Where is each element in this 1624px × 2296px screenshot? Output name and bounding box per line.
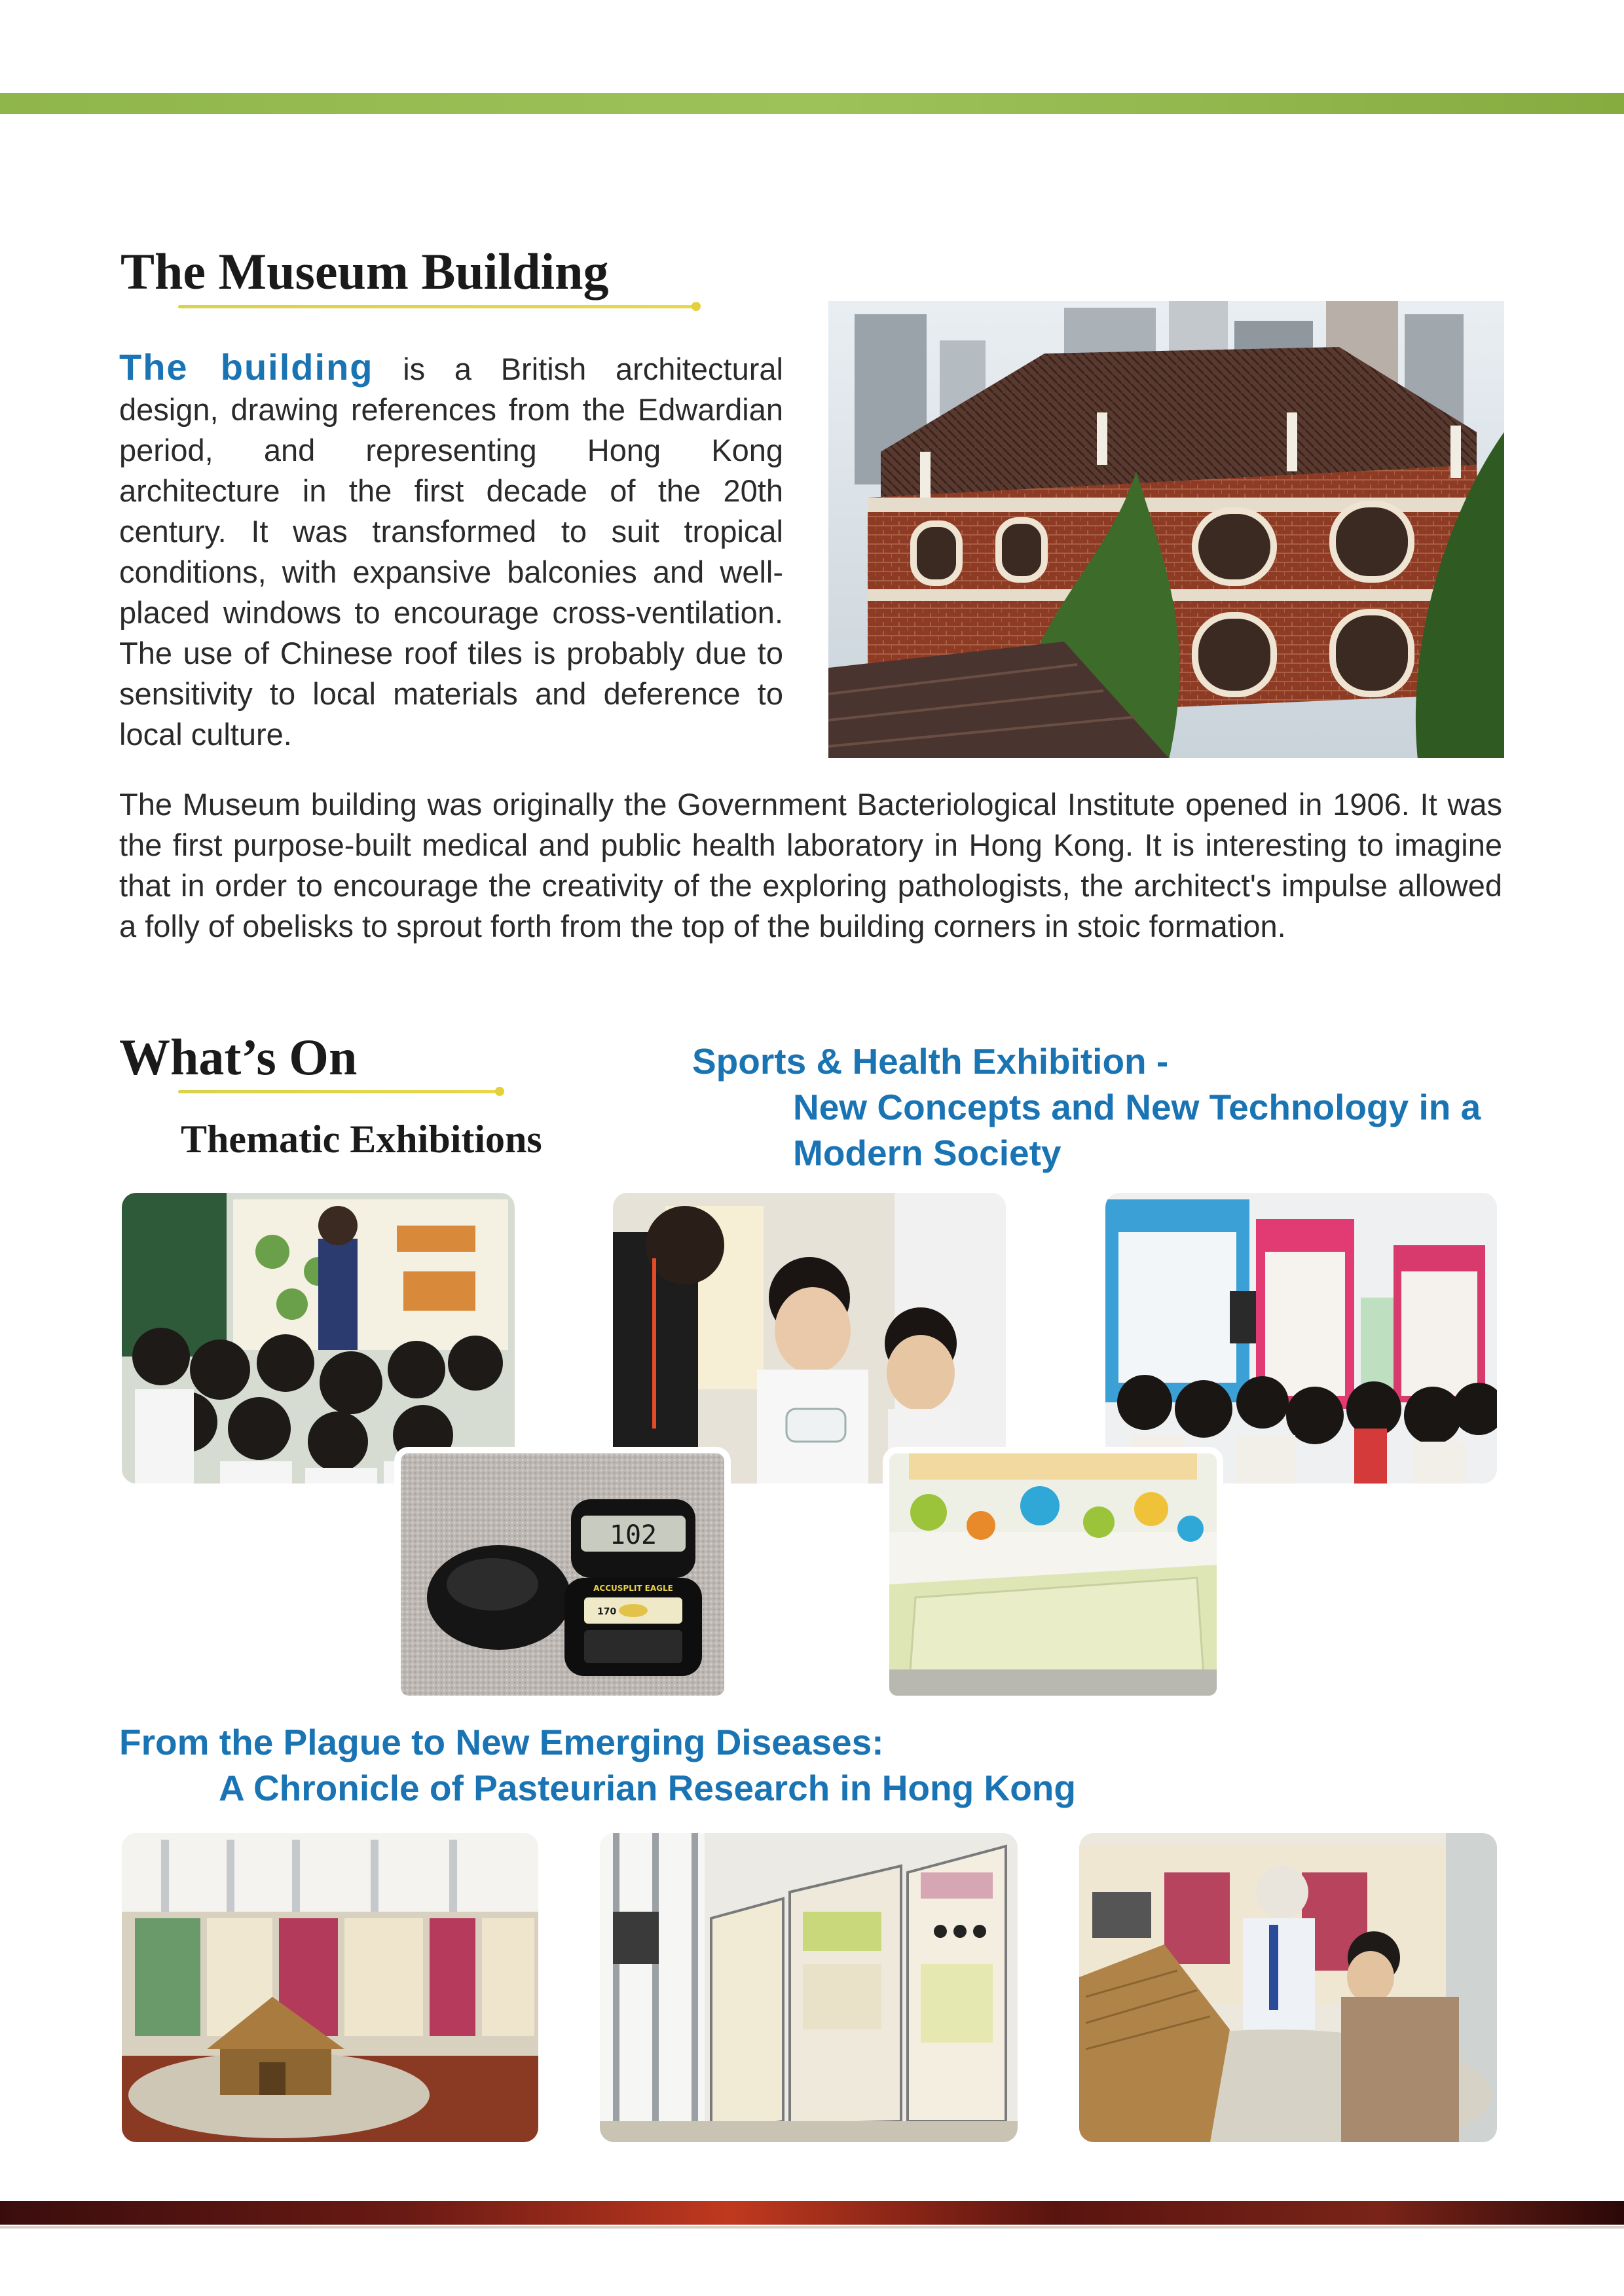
pedometer-count: 170 (597, 1607, 617, 1617)
museum-building-photo (828, 301, 1504, 758)
exhibition-children-photo (122, 1193, 515, 1484)
exhibition-booth-photo (1105, 1193, 1497, 1484)
plague-hut-model-photo (122, 1833, 538, 2142)
museum-building-heading: The Museum Building (120, 243, 609, 300)
whats-on-underline (178, 1090, 499, 1093)
balance-platform-photo (883, 1447, 1223, 1702)
building-paragraph-1-text: is a British architectural design, drawing references from the Edwardian period, and representing Hong Kong architecture in the first decade of the 20th century. It was transformed to suit tropical conditions, with expansive balconies and well-placed windows to encourage cross-ventilation. The use of Chinese roof tiles is probably due to sensitivity to local materials and deference to local culture. (119, 352, 783, 752)
visitors-viewing-hut-photo (1079, 1833, 1497, 2142)
building-paragraph-1 (119, 347, 783, 755)
plague-exhibition-title-line2: A Chronicle of Pasteurian Research in Hong Kong (219, 1768, 1076, 1808)
top-green-band (0, 93, 1624, 114)
plague-exhibition-panels-photo (600, 1833, 1018, 2142)
building-lead-text: The building (119, 346, 374, 388)
pedometer-brand-label: ACCUSPLIT EAGLE (593, 1584, 673, 1593)
bottom-red-band (0, 2201, 1624, 2225)
building-paragraph-2: The Museum building was originally the Government Bacteriological Institute opened in 1906. It was the first purpose-built medical and public health laboratory in Hong Kong. It is interesting to imagine that in order to encourage the creativity of the exploring pathologists, the architect's impulse allowed a folly of obelisks to sprout forth from the top of the building corners in stoic formation. (119, 787, 1502, 943)
museum-heading-underline (178, 305, 695, 308)
exhibition-pedometer-demo-photo (613, 1193, 1006, 1484)
bottom-rule (0, 2226, 1624, 2229)
whats-on-heading: What’s On (119, 1029, 358, 1085)
pedometer-readout: 102 (609, 1520, 657, 1550)
thematic-exhibitions-heading: Thematic Exhibitions (181, 1118, 542, 1161)
sports-health-title-line1: Sports & Health Exhibition - (692, 1041, 1169, 1082)
sports-health-title-line3: Modern Society (793, 1133, 1061, 1173)
pedometer-device-photo (394, 1447, 731, 1702)
sports-health-title-line2: New Concepts and New Technology in a (793, 1087, 1481, 1127)
plague-exhibition-title-line1: From the Plague to New Emerging Diseases: (119, 1722, 884, 1762)
